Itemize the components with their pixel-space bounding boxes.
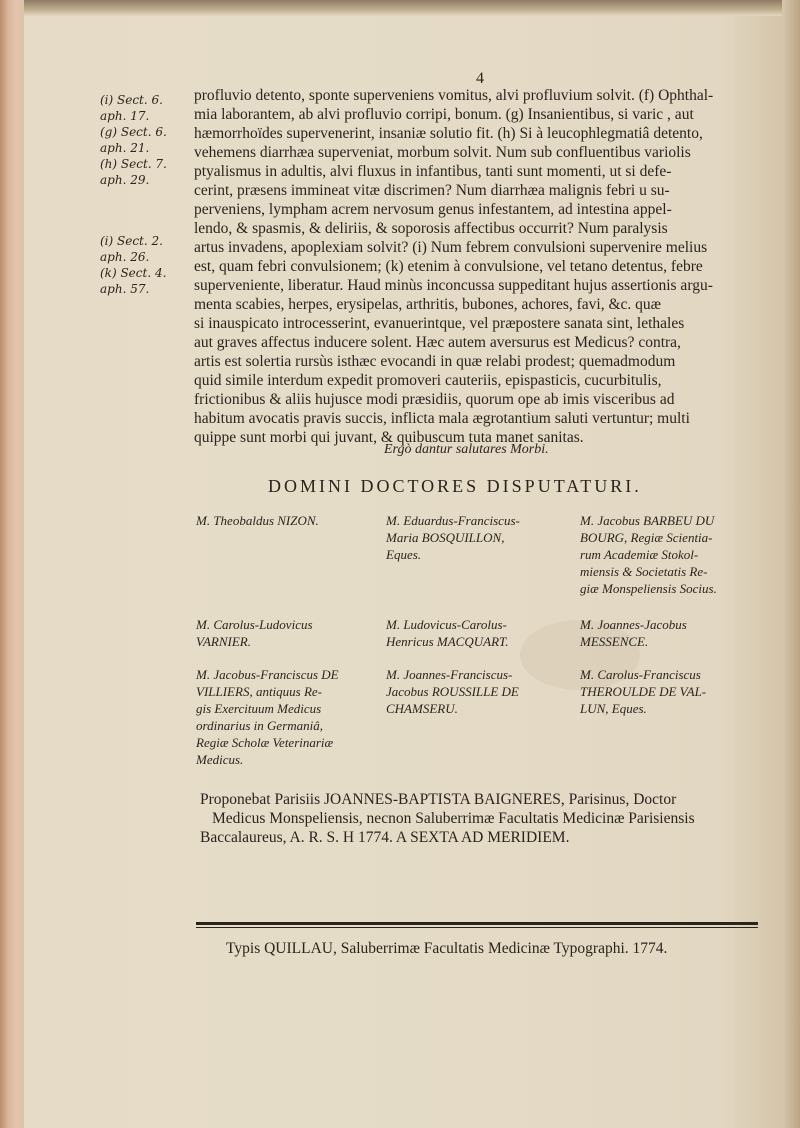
page-top-edge	[0, 0, 800, 16]
footer-rule-thin	[196, 927, 758, 928]
body-line: superveniente, liberatur. Haud minùs inconcussa suppeditant hujus assertionis argu-	[194, 277, 713, 294]
margin-note: aph. 26.	[100, 250, 150, 264]
body-line: quippe sunt morbi qui juvant, & quibuscum tuta manet sanitas.	[194, 429, 584, 446]
body-line: cerint, præsens immineat vitæ discrimen? Num diarrhæa malignis febri u su-	[194, 182, 670, 199]
doctor-entry: M. Carolus-Franciscus THEROULDE DE VAL- LUN, Eques.	[580, 667, 707, 716]
body-line: profluvio detento, sponte superveniens vomitus, alvi profluvium solvit. (f) Ophthal-	[194, 87, 714, 104]
margin-note: (i) Sect. 6.	[100, 93, 163, 107]
doctor-entry: M. Eduardus-Franciscus- Maria BOSQUILLON, Eques.	[386, 513, 520, 562]
body-line: lendo, & spasmis, & deliriis, & soporosis affectibus occurrit? Num paralysis	[194, 220, 668, 237]
doctor-entry: M. Jacobus-Franciscus DE VILLIERS, antiquus Re- gis Exercituum Medicus ordinarius in Germaniâ, Regiæ Scholæ Veterinariæ Medicus.	[196, 667, 339, 767]
proponebat-line: Medicus Monspeliensis, necnon Saluberrimæ Facultatis Medicinæ Parisiensis	[212, 810, 695, 827]
body-line: frictionibus & aliis hujusce modi præsidiis, quorum ope ab imis visceribus ad	[194, 391, 675, 408]
doctor-entry: M. Ludovicus-Carolus- Henricus MACQUART.	[386, 617, 509, 649]
proponebat-paragraph	[200, 790, 760, 847]
body-line: artus invadens, apoplexiam solvit? (i) Num febrem convulsioni supervenire melius	[194, 239, 708, 256]
margin-note: (h) Sect. 7.	[100, 157, 167, 171]
body-paragraph	[194, 86, 760, 447]
page-right-edge	[782, 0, 800, 1128]
margin-note: (g) Sect. 6.	[100, 125, 167, 139]
margin-note: aph. 57.	[100, 282, 150, 296]
binding-edge	[0, 0, 24, 1128]
thesis-conclusion: Ergò dantur salutares Morbi.	[384, 442, 549, 457]
doctors-heading: DOMINI DOCTORES DISPUTATURI.	[268, 476, 642, 496]
margin-note: aph. 21.	[100, 141, 150, 155]
doctor-entry: M. Theobaldus NIZON.	[196, 513, 319, 528]
doctor-entry: M. Carolus-Ludovicus VARNIER.	[196, 617, 313, 649]
footer-rule-thick	[196, 922, 758, 925]
body-line: est, quam febri convulsionem; (k) etenim à convulsione, vel tetano detentus, febre	[194, 258, 703, 275]
body-line: menta scabies, herpes, erysipelas, arthritis, bubones, achores, favi, &c. quæ	[194, 296, 662, 313]
body-line: habitum avocatis pravis succis, inflicta mala ægrotantium saluti vertuntur; multi	[194, 410, 690, 427]
body-line: quid simile interdum expedit promoveri cauteriis, epispasticis, cucurbitulis,	[194, 372, 662, 389]
doctor-entry: M. Jacobus BARBEU DU BOURG, Regiæ Scientia- rum Academiæ Stokol- miensis & Societatis Re- giæ Monspeliensis Socius.	[580, 513, 717, 596]
margin-notes	[100, 92, 190, 297]
body-line: si inauspicato introcesserint, evanuerintque, vel præpostere sanata sint, lethales	[194, 315, 685, 332]
body-line: aut graves affectus inducere solent. Hæc autem aversurus est Medicus? contra,	[194, 334, 681, 351]
body-line: hæmorrhoïdes supervenerint, insaniæ solutio fit. (h) Si à leucophlegmatiâ detento,	[194, 125, 703, 142]
body-line: artis est solertia rursùs isthæc evocandi in quæ relabi prodest; quemadmodum	[194, 353, 676, 370]
proponebat-line: Baccalaureus, A. R. S. H 1774. A SEXTA AD MERIDIEM.	[200, 829, 570, 846]
margin-note: aph. 17.	[100, 109, 150, 123]
doctor-entry: M. Joannes-Franciscus- Jacobus ROUSSILLE DE CHAMSERU.	[386, 667, 519, 716]
page-number: 4	[476, 70, 484, 87]
margin-gap	[100, 188, 190, 233]
margin-note: (k) Sect. 4.	[100, 266, 167, 280]
body-line: mia laborantem, ab alvi profluvio corripi, bonum. (g) Insanientibus, si varic , aut	[194, 106, 694, 123]
margin-note: (i) Sect. 2.	[100, 234, 163, 248]
proponebat-line: Proponebat Parisiis JOANNES-BAPTISTA BAIGNERES, Parisinus, Doctor	[200, 791, 677, 808]
body-line: ptyalismus in adultis, alvi fluxus in infantibus, tanti sunt momenti, ut si defe-	[194, 163, 672, 180]
printer-imprint: Typis QUILLAU, Saluberrimæ Facultatis Medicinæ Typographi. 1774.	[226, 940, 668, 957]
body-line: perveniens, lympham acrem nervosum genus infestantem, ad intestina appel-	[194, 201, 672, 218]
doctor-entry: M. Joannes-Jacobus MESSENCE.	[580, 617, 687, 649]
margin-note: aph. 29.	[100, 173, 150, 187]
body-line: vehemens diarrhæa superveniat, morbum solvit. Num sub confluentibus variolis	[194, 144, 691, 161]
